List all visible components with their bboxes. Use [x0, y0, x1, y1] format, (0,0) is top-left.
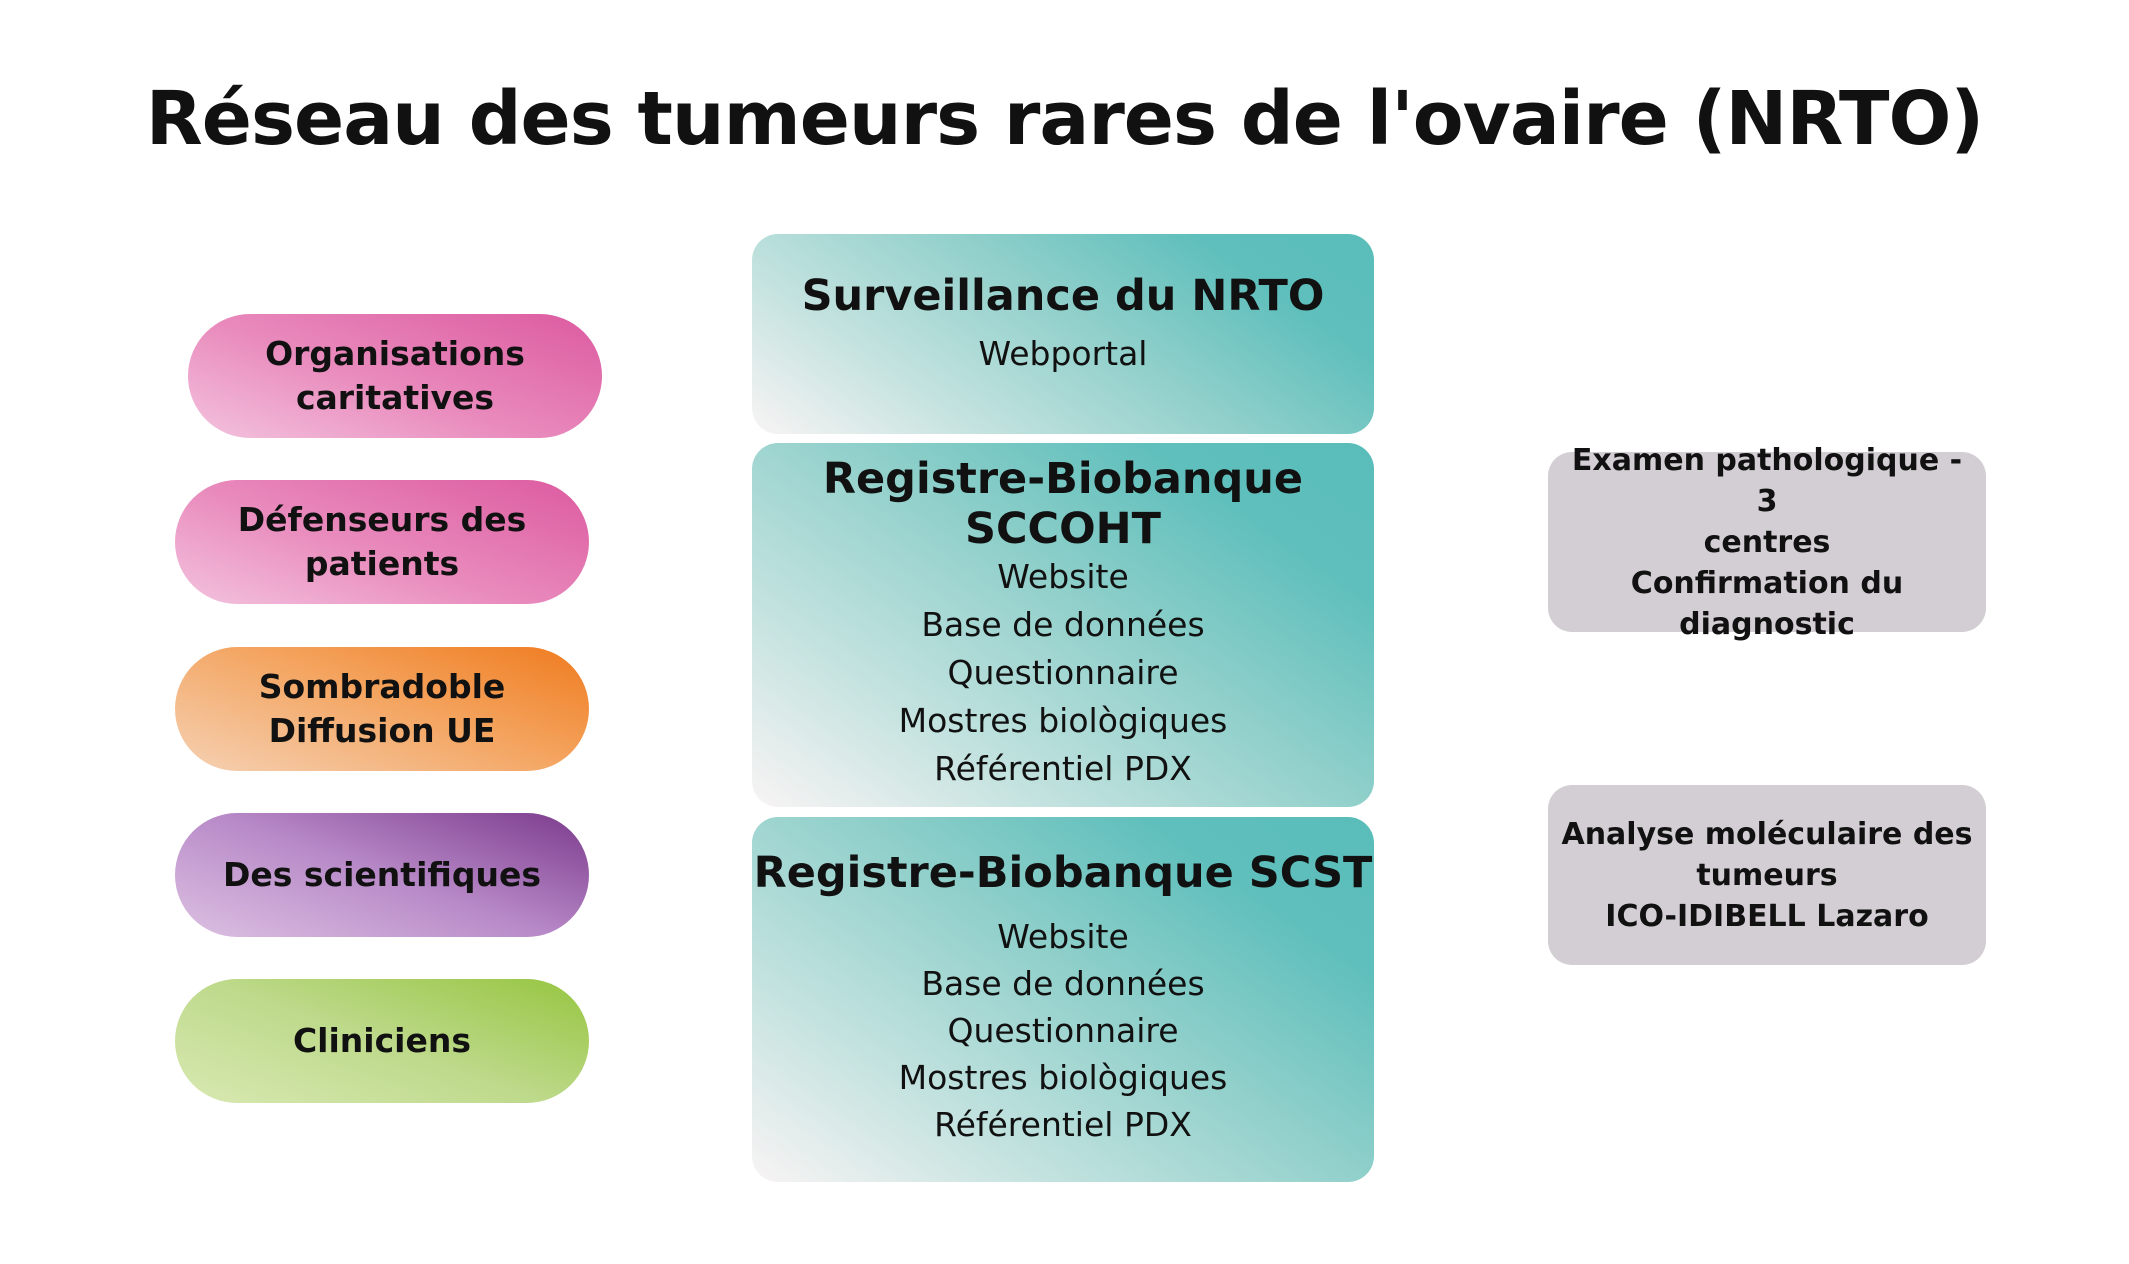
service-molecular-line-2: tumeurs	[1696, 857, 1838, 893]
panel-surveillance-item: Webportal	[978, 334, 1148, 373]
service-pathology-line-2: centres	[1703, 524, 1831, 560]
panel-sccoht-item: Mostres biològiques	[898, 701, 1228, 740]
panel-sccoht-item: Website	[997, 557, 1129, 596]
stakeholder-scientists-line-1: Des scientifiques	[223, 855, 541, 894]
panel-scst-title: Registre-Biobanque SCST	[753, 848, 1373, 898]
stakeholder-patient-advocates-line-1: Défenseurs des	[237, 500, 527, 539]
stakeholder-charities-line-1: Organisations	[265, 334, 525, 373]
panel-scst-item: Référentiel PDX	[934, 1105, 1192, 1144]
panel-surveillance-title: Surveillance du NRTO	[801, 271, 1325, 321]
panel-scst-item: Mostres biològiques	[898, 1058, 1228, 1097]
stakeholder-clinicians-line-1: Cliniciens	[292, 1021, 472, 1060]
service-molecular-analysis	[1548, 785, 1986, 965]
service-pathology-line-3: Confirmation du	[1630, 565, 1904, 601]
panel-scst-item: Base de données	[921, 964, 1205, 1003]
stakeholder-scientists	[175, 813, 589, 937]
service-pathology-line-1: Examen pathologique - 3	[1571, 442, 1963, 519]
panel-sccoht-title-line-1: Registre-Biobanque	[822, 454, 1304, 504]
panel-sccoht-item: Questionnaire	[947, 653, 1179, 692]
panel-sccoht-item: Référentiel PDX	[934, 749, 1192, 788]
stakeholder-clinicians	[175, 979, 589, 1103]
diagram-title: Réseau des tumeurs rares de l'ovaire (NRTO)	[145, 76, 1984, 162]
stakeholder-charities-line-2: caritatives	[295, 378, 495, 417]
panel-scst-item: Questionnaire	[947, 1011, 1179, 1050]
panel-sccoht-item: Base de données	[921, 605, 1205, 644]
service-pathology-line-4: diagnostic	[1679, 606, 1855, 642]
service-molecular-line-1: Analyse moléculaire des	[1561, 816, 1973, 852]
stakeholder-patient-advocates	[175, 480, 589, 604]
stakeholder-charities	[188, 314, 602, 438]
panel-surveillance	[752, 234, 1374, 434]
service-pathology-review	[1548, 442, 1986, 642]
stakeholder-sombradoble	[175, 647, 589, 771]
stakeholder-sombradoble-line-2: Diffusion UE	[268, 711, 496, 750]
panel-scst	[752, 817, 1374, 1182]
service-molecular-line-3: ICO-IDIBELL Lazaro	[1605, 898, 1929, 934]
panel-sccoht-title-line-2: SCCOHT	[965, 504, 1161, 554]
stakeholder-patient-advocates-line-2: patients	[304, 544, 460, 583]
panel-sccoht	[752, 443, 1374, 807]
stakeholder-sombradoble-line-1: Sombradoble	[258, 667, 506, 706]
panel-scst-item: Website	[997, 917, 1129, 956]
